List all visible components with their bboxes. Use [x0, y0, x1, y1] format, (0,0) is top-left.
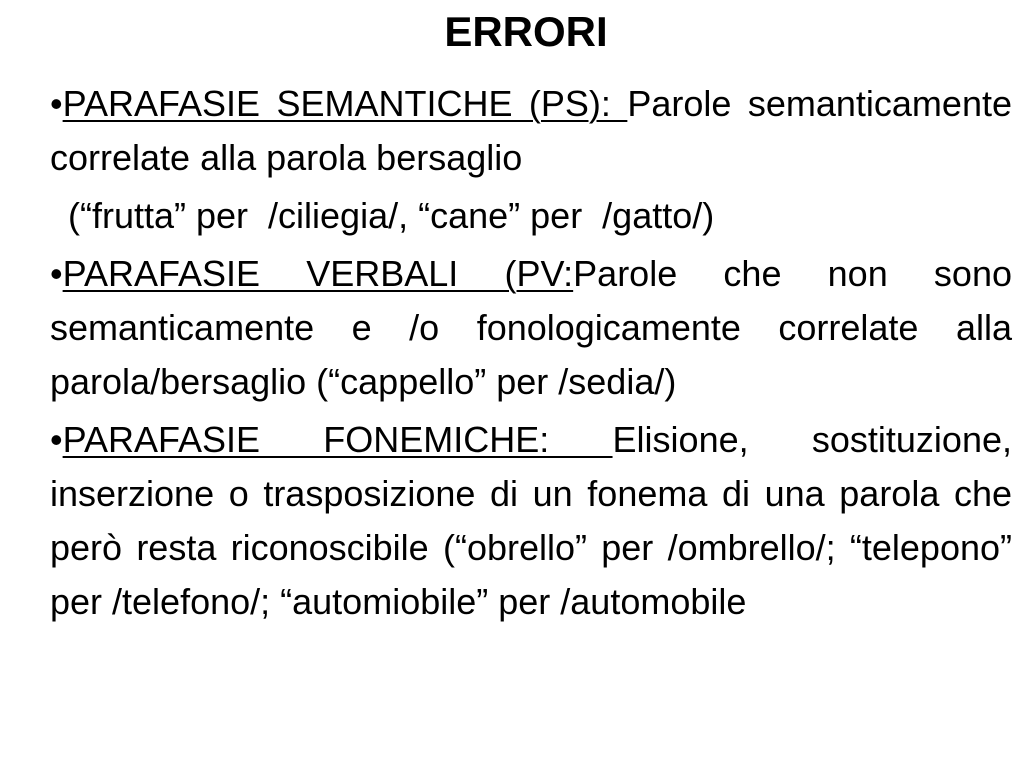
- bullet-item-semantiche: [50, 77, 1012, 185]
- definition-parafasie-semantiche: Parole semanticamente correlate alla parola bersaglio: [50, 83, 1012, 178]
- slide-title: ERRORI: [444, 8, 608, 55]
- definition-parafasie-verbali: Parole che non sono semanticamente e /o fonologicamente correlate alla parola/bersaglio (“cappello” per /sedia/): [50, 253, 1012, 402]
- slide-content: [50, 77, 1012, 633]
- bullet-item-verbali: [50, 247, 1012, 409]
- term-parafasie-semantiche: PARAFASIE SEMANTICHE (PS):: [62, 83, 628, 124]
- definition-parafasie-fonemiche: Elisione, sostituzione, inserzione o trasposizione di un fonema di una parola che però resta riconoscibile (“obrello” per /ombrello/; “telepono” per /telefono/; “automiobile” per /automobile: [50, 419, 1012, 622]
- bullet-item-fonemiche: [50, 413, 1012, 629]
- bullet-icon: •: [50, 83, 63, 124]
- bullet-icon: •: [50, 253, 63, 294]
- term-parafasie-fonemiche: PARAFASIE FONEMICHE:: [62, 419, 613, 460]
- example-parafasie-semantiche: (“frutta” per /ciliegia/, “cane” per /gatto/): [68, 195, 715, 236]
- term-parafasie-verbali: PARAFASIE VERBALI (PV:: [62, 253, 574, 294]
- bullet-icon: •: [50, 419, 63, 460]
